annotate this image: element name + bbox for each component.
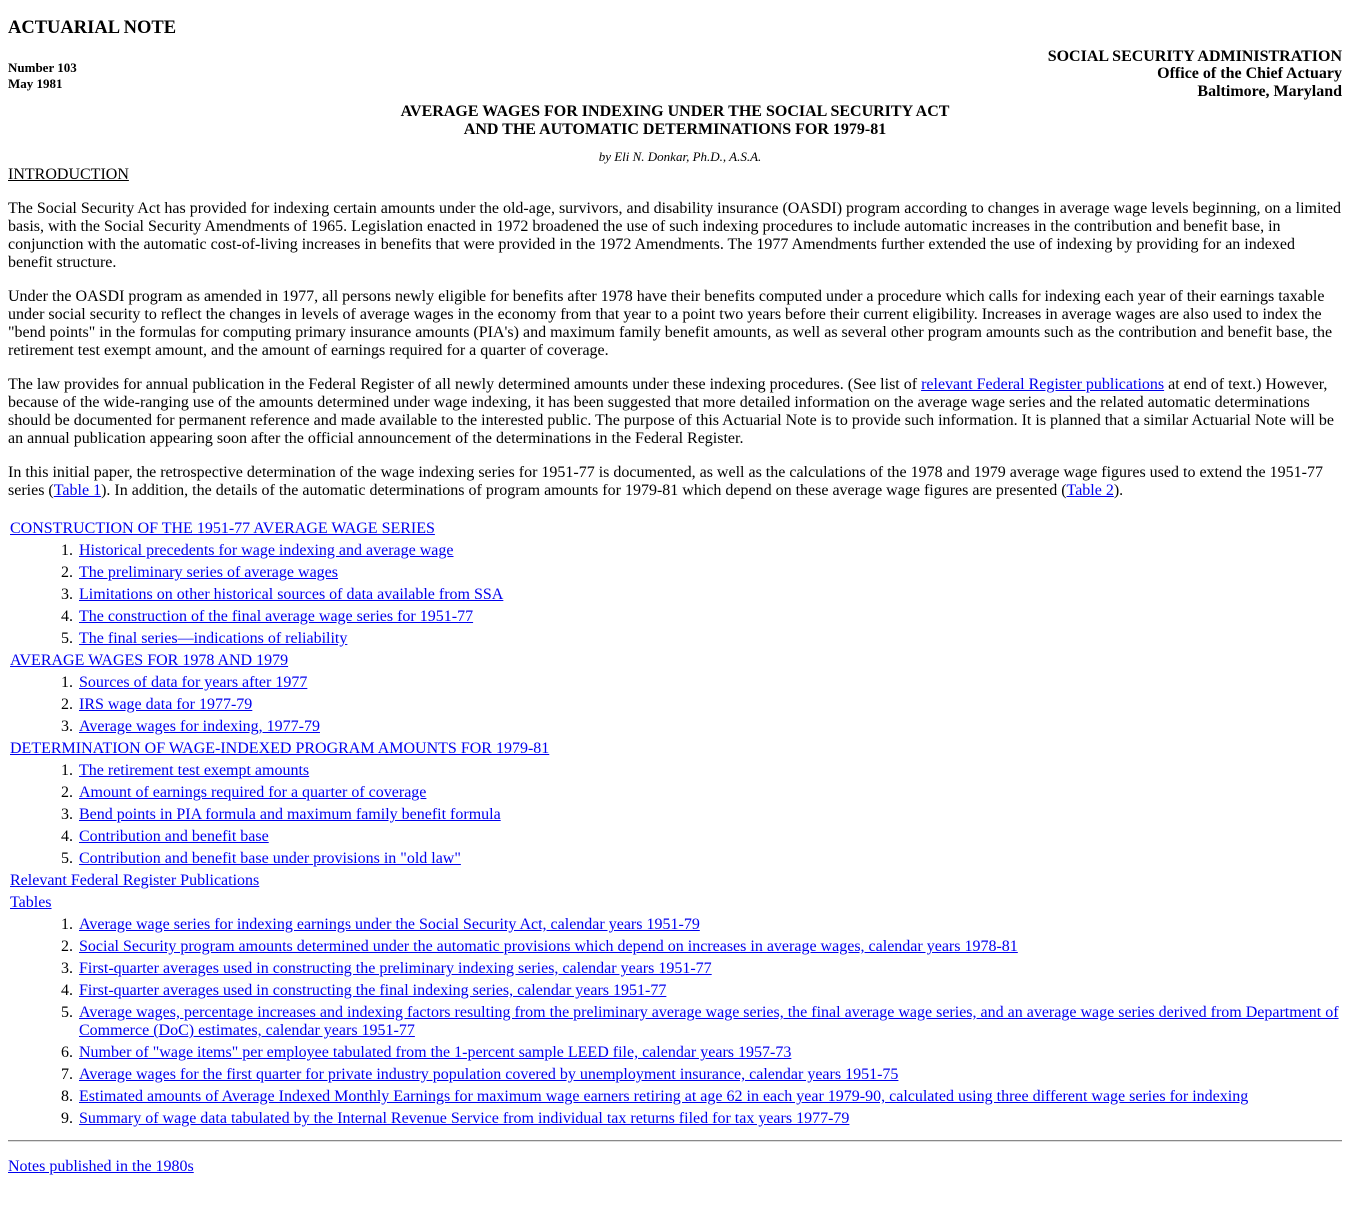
toc-item [77,980,1342,1002]
title-line-1: AVERAGE WAGES FOR INDEXING UNDER THE SOCIAL SECURITY ACT [400,103,950,120]
toc-section-average-wages[interactable]: AVERAGE WAGES FOR 1978 AND 1979 [10,652,289,669]
intro-p4-text-a: In this initial paper, the retrospective determination of the wage indexing series for 1951-77 is documented, as well as the calculations of the 1978 and 1979 average wage figures used to extend the 1951-77 series ( [8,464,1323,499]
toc-list-average-wages [10,672,1342,738]
toc-link[interactable]: The construction of the final average wage series for 1951-77 [79,608,474,625]
intro-paragraph-2: Under the OASDI program as amended in 1977, all persons newly eligible for benefits after 1978 have their benefits computed under a procedure which calls for indexing each year of their earnings taxable under social security to reflect the changes in levels of average wages in the economy from that year to a point two years before their current eligibility. Increases in average wages are also used to index the "bend points" in the formulas for computing primary insurance amounts (PIA's) and maximum family benefit amounts, as well as several other program amounts such as the contribution and benefit base, the retirement test exempt amount, and the amount of earnings required for a quarter of coverage. [8,288,1333,359]
toc-link[interactable]: Contribution and benefit base [79,828,269,845]
note-number: Number 103 [8,60,77,75]
toc-list-construction [10,540,1342,650]
agency-name: SOCIAL SECURITY ADMINISTRATION [1047,48,1342,65]
toc-item [77,540,1342,562]
toc-link[interactable]: Contribution and benefit base under provisions in "old law" [79,850,461,867]
toc-item [77,1002,1342,1042]
toc-item [77,760,1342,782]
toc-item [77,1042,1342,1064]
toc-link[interactable]: Bend points in PIA formula and maximum family benefit formula [79,806,501,823]
toc-link[interactable]: Number of "wage items" per employee tabulated from the 1-percent sample LEED file, calendar years 1957-73 [79,1044,792,1061]
toc-link[interactable]: Estimated amounts of Average Indexed Monthly Earnings for maximum wage earners retiring at age 62 in each year 1979-90, calculated using three different wage series for indexing [79,1088,1249,1105]
intro-paragraph-4 [8,464,1342,500]
intro-p4-text-b: ). In addition, the details of the automatic determinations of program amounts for 1979-81 which depend on these average wage figures are presented ( [101,482,1067,499]
toc-link[interactable]: The retirement test exempt amounts [79,762,310,779]
toc-item [77,804,1342,826]
toc-link[interactable]: First-quarter averages used in constructing the preliminary indexing series, calendar years 1951-77 [79,960,712,977]
table-of-contents [10,518,1342,1130]
toc-link[interactable]: IRS wage data for 1977-79 [79,696,253,713]
toc-link[interactable]: Average wage series for indexing earnings under the Social Security Act, calendar years 1951-79 [79,916,700,933]
toc-link[interactable]: Amount of earnings required for a quarter of coverage [79,784,427,801]
toc-item [77,562,1342,584]
notes-1980s-link[interactable]: Notes published in the 1980s [8,1158,194,1175]
toc-link[interactable]: Average wages for indexing, 1977-79 [79,718,320,735]
table-2-link[interactable]: Table 2 [1066,482,1114,499]
table-1-link[interactable]: Table 1 [53,482,102,499]
intro-paragraph-1: The Social Security Act has provided for indexing certain amounts under the old-age, survivors, and disability insurance (OASDI) program according to changes in average wage levels beginning, on a limited basis, with the Social Security Amendments of 1965. Legislation enacted in 1972 broadened the use of such indexing procedures to include automatic increases in the contribution and benefit base, in conjunction with the automatic cost-of-living increases in benefits that were provided in the 1972 Amendments. The 1977 Amendments further extended the use of indexing by providing for an indexed benefit structure. [8,200,1341,271]
toc-item [77,1064,1342,1086]
toc-list-tables [10,914,1342,1130]
toc-link[interactable]: Limitations on other historical sources of data available from SSA [79,586,504,603]
intro-paragraph-3 [8,376,1342,448]
toc-link[interactable]: Average wages, percentage increases and indexing factors resulting from the preliminary average wage series, the final average wage series, and an average wage series derived from Department of Commerce (DoC) estimates, calendar years 1951-77 [79,1004,1339,1039]
office-name: Office of the Chief Actuary [1157,65,1342,82]
toc-item [77,958,1342,980]
toc-item [77,914,1342,936]
toc-link[interactable]: Summary of wage data tabulated by the Internal Revenue Service from individual tax returns filed for tax years 1977-79 [79,1110,850,1127]
toc-link[interactable]: Average wages for the first quarter for private industry population covered by unemployment insurance, calendar years 1951-75 [79,1066,899,1083]
toc-item [77,936,1342,958]
toc-section-construction[interactable]: CONSTRUCTION OF THE 1951-77 AVERAGE WAGE SERIES [10,520,435,537]
toc-link[interactable]: First-quarter averages used in constructing the final indexing series, calendar years 1951-77 [79,982,667,999]
note-label: ACTUARIAL NOTE [8,18,177,38]
intro-p4-text-c: ). [1113,482,1124,499]
intro-p3-text-a: The law provides for annual publication in the Federal Register of all newly determined amounts under these indexing procedures. (See list of [8,376,922,393]
toc-item [77,782,1342,804]
toc-item [77,584,1342,606]
divider [8,1140,1342,1142]
footer [8,1158,1342,1176]
toc-list-determination [10,760,1342,870]
toc-item [77,716,1342,738]
toc-item [77,628,1342,650]
introduction-heading: INTRODUCTION [8,166,129,183]
toc-section-tables[interactable]: Tables [10,894,52,911]
toc-item [77,1108,1342,1130]
title-line-2: AND THE AUTOMATIC DETERMINATIONS FOR 1979-81 [463,121,887,138]
toc-section-determination[interactable]: DETERMINATION OF WAGE-INDEXED PROGRAM AMOUNTS FOR 1979-81 [10,740,550,757]
toc-item [77,606,1342,628]
toc-link[interactable]: Sources of data for years after 1977 [79,674,308,691]
byline: by Eli N. Donkar, Ph.D., A.S.A. [598,149,762,164]
toc-section-federal-register[interactable]: Relevant Federal Register Publications [10,872,260,889]
toc-item [77,672,1342,694]
office-location: Baltimore, Maryland [1197,83,1342,100]
intro-p3-text-b: at end of text.) However, because of the wide-ranging use of the amounts determined under wage indexing, it has been suggested that more detailed information on the average wage series and the related automatic determinations should be documented for permanent reference and made available to the interested public. The purpose of this Actuarial Note is to provide such information. It is planned that a similar Actuarial Note will be an annual publication appearing soon after the official announcement of the determinations in the Federal Register. [8,376,1334,447]
toc-item [77,1086,1342,1108]
toc-link[interactable]: The final series—indications of reliability [79,630,348,647]
toc-item [77,848,1342,870]
toc-link[interactable]: Historical precedents for wage indexing and average wage [79,542,454,559]
note-date: May 1981 [8,76,63,91]
federal-register-link[interactable]: relevant Federal Register publications [921,376,1165,393]
toc-item [77,694,1342,716]
toc-link[interactable]: Social Security program amounts determined under the automatic provisions which depend on increases in average wages, calendar years 1978-81 [79,938,1018,955]
toc-link[interactable]: The preliminary series of average wages [79,564,338,581]
page-title [8,103,1342,139]
toc-item [77,826,1342,848]
